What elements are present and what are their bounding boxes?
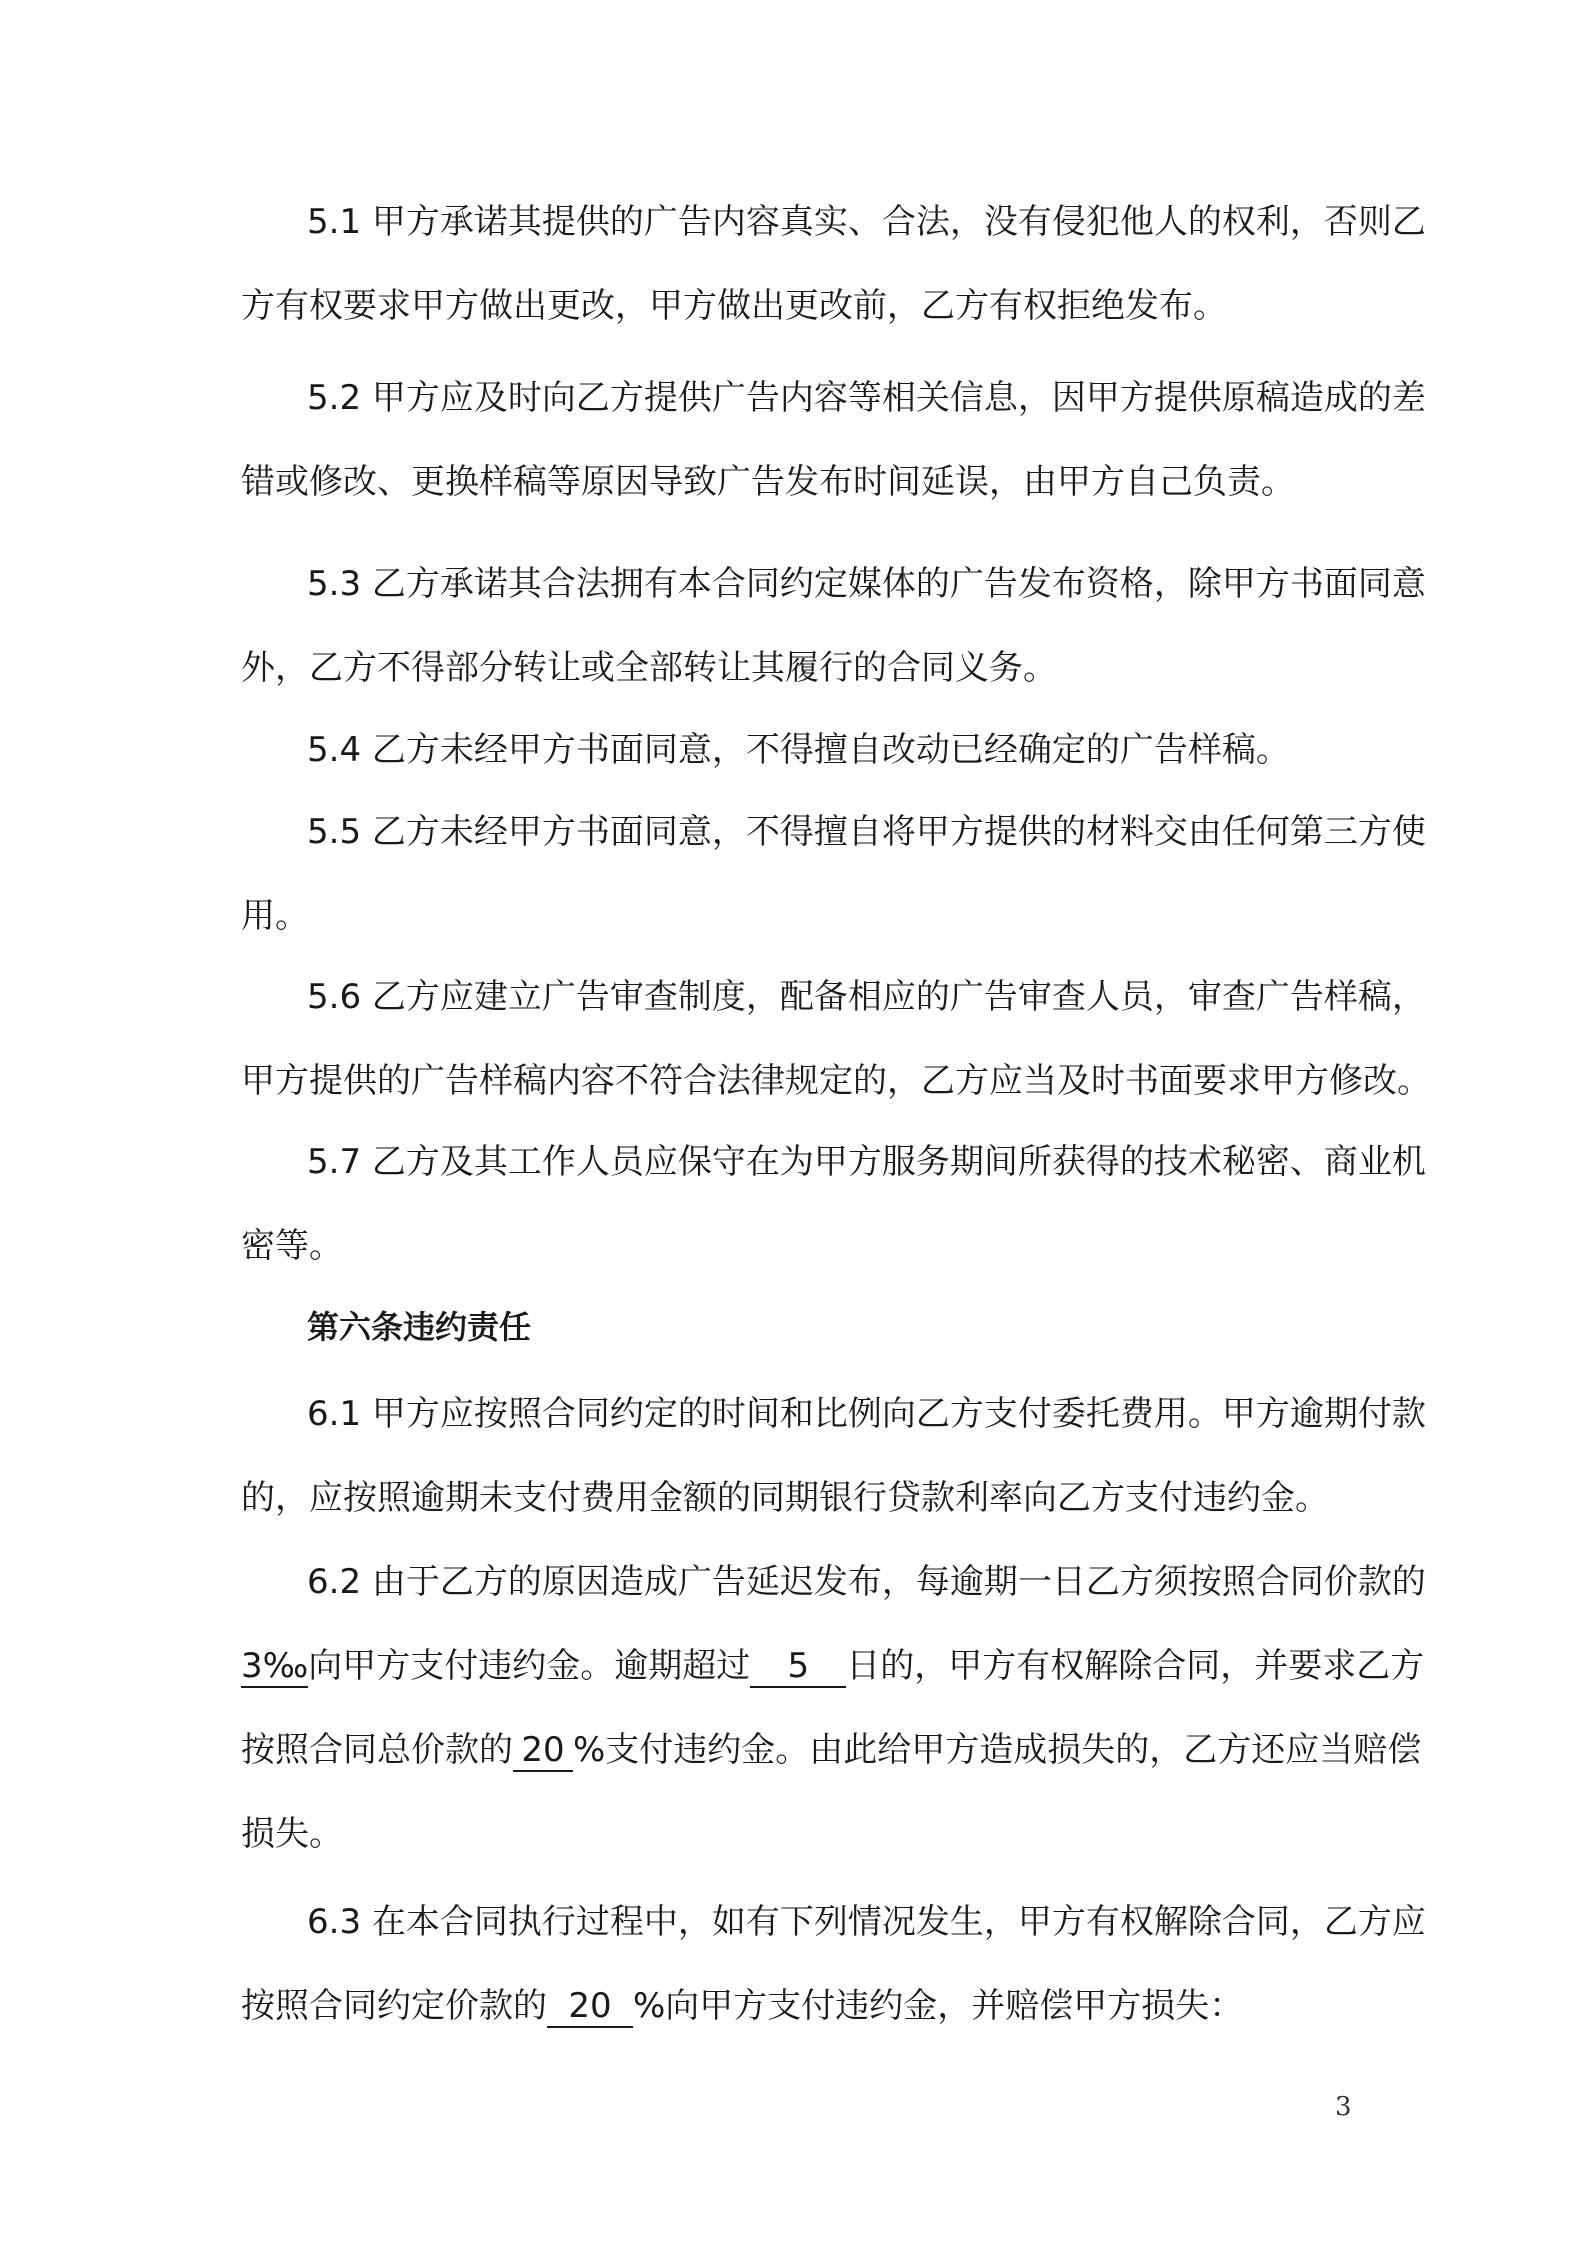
overdue-days-blank: 5 — [750, 1646, 846, 1688]
clause-5-5-line-2: 用。 — [241, 896, 309, 936]
clause-6-2-line-2-text-b: 日的，甲方有权解除合同，并要求乙方 — [846, 1646, 1425, 1686]
penalty-rate-blank: 3‰ — [241, 1646, 309, 1686]
clause-5-4-line-1: 5.4 乙方未经甲方书面同意，不得擅自改动已经确定的广告样稿。 — [307, 730, 1290, 770]
clause-5-2-line-2: 错或修改、更换样稿等原因导致广告发布时间延误，由甲方自己负责。 — [241, 462, 1295, 502]
clause-5-5-line-1: 5.5 乙方未经甲方书面同意，不得擅自将甲方提供的材料交由任何第三方使 — [307, 812, 1426, 852]
clause-5-1 — [241, 180, 1426, 348]
clause-5-2-line-1: 5.2 甲方应及时向乙方提供广告内容等相关信息，因甲方提供原稿造成的差 — [307, 378, 1426, 418]
clause-6-3-line-2-text-a: 按照合同约定价款的 — [241, 1986, 547, 2026]
clause-5-1-line-1: 5.1 甲方承诺其提供的广告内容真实、合法，没有侵犯他人的权利，否则乙 — [307, 202, 1426, 242]
clause-6-3 — [241, 1880, 1426, 2048]
clause-6-2-line-4: 损失。 — [241, 1814, 343, 1854]
clause-6-3-line-2-text-b: %向甲方支付违约金，并赔偿甲方损失： — [633, 1986, 1244, 2026]
clause-6-2-line-3-text-b: %支付违约金。由此给甲方造成损失的，乙方还应当赔偿 — [573, 1730, 1422, 1770]
clause-5-7-line-2: 密等。 — [241, 1226, 343, 1266]
article-6-heading — [241, 1285, 1361, 1369]
total-price-percent-blank: 20 — [513, 1730, 573, 1772]
clause-6-1-line-1: 6.1 甲方应按照合同约定的时间和比例向乙方支付委托费用。甲方逾期付款 — [307, 1394, 1426, 1434]
clause-5-3-line-2: 外，乙方不得部分转让或全部转让其履行的合同义务。 — [241, 648, 1057, 688]
clause-5-5 — [241, 790, 1426, 958]
clause-6-1 — [241, 1372, 1426, 1540]
clause-5-2 — [241, 356, 1426, 524]
clause-5-1-line-2: 方有权要求甲方做出更改，甲方做出更改前，乙方有权拒绝发布。 — [241, 286, 1227, 326]
clause-5-6-line-2: 甲方提供的广告样稿内容不符合法律规定的，乙方应当及时书面要求甲方修改。 — [241, 1061, 1431, 1101]
clause-5-3-line-1: 5.3 乙方承诺其合法拥有本合同约定媒体的广告发布资格，除甲方书面同意 — [307, 564, 1426, 604]
clause-5-7-line-1: 5.7 乙方及其工作人员应保守在为甲方服务期间所获得的技术秘密、商业机 — [307, 1142, 1426, 1182]
clause-6-3-line-2 — [241, 1964, 1361, 2048]
clause-6-2-line-3-text-a: 按照合同总价款的 — [241, 1730, 513, 1770]
clause-6-2 — [241, 1540, 1426, 1876]
clause-5-6 — [241, 955, 1431, 1123]
clause-5-4 — [241, 708, 1361, 792]
clause-6-2-line-3 — [241, 1708, 1422, 1792]
clause-6-2-line-2 — [241, 1624, 1425, 1708]
clause-6-2-line-1: 6.2 由于乙方的原因造成广告延迟发布，每逾期一日乙方须按照合同价款的 — [307, 1562, 1426, 1602]
clause-5-6-line-1: 5.6 乙方应建立广告审查制度，配备相应的广告审查人员，审查广告样稿， — [307, 977, 1426, 1017]
agreed-price-percent-blank: 20 — [547, 1986, 633, 2028]
clause-6-3-line-1: 6.3 在本合同执行过程中，如有下列情况发生，甲方有权解除合同，乙方应 — [307, 1902, 1426, 1942]
article-6-heading-text: 第六条违约责任 — [307, 1308, 532, 1346]
page-number: 3 — [1335, 2092, 1352, 2122]
clause-6-2-line-2-text-a: 向甲方支付违约金。逾期超过 — [308, 1646, 751, 1686]
clause-5-3 — [241, 542, 1426, 710]
clause-6-1-line-2: 的，应按照逾期未支付费用金额的同期银行贷款利率向乙方支付违约金。 — [241, 1478, 1329, 1518]
clause-5-7 — [241, 1120, 1426, 1288]
